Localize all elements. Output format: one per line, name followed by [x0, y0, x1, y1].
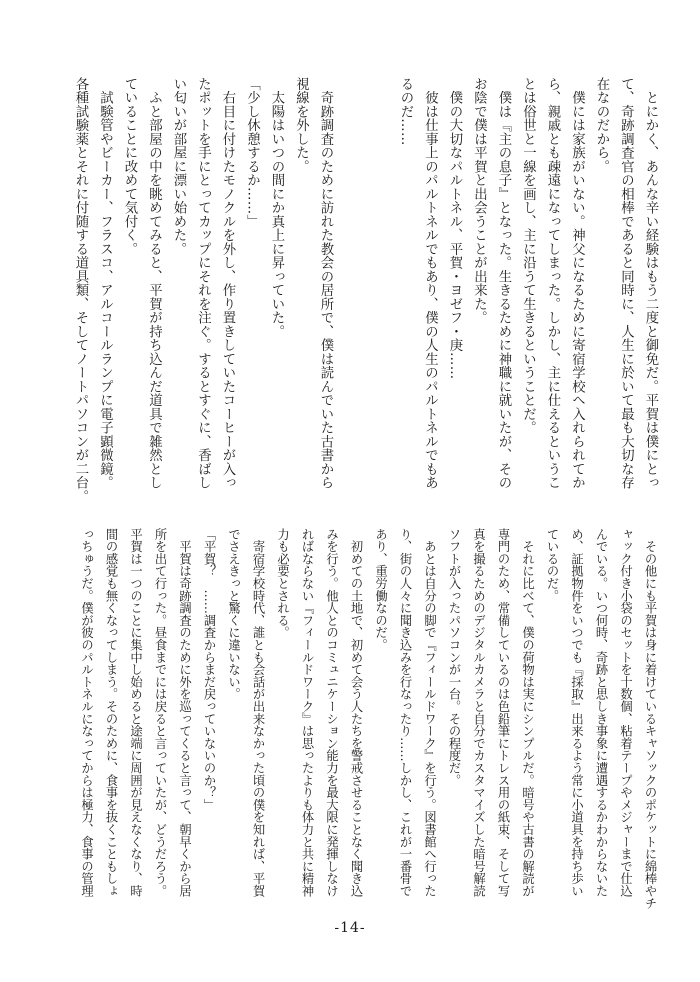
text-line: 「平賀？ ……調査からまだ戻っていないのか？」: [202, 528, 216, 811]
text-line: ればならない『フィールドワーク』は思ったよりも体力と共に精神: [300, 528, 314, 897]
text-line: め、証拠物件をいつでも『採取』出来るよう常に小道具を持ち歩い: [569, 528, 584, 897]
text-line: っちゅうだ。僕が彼のパルトネルになってからは極力、食事の管理: [79, 528, 94, 897]
text-line: 彼は仕事上のパルトネルでもあり、僕の人生のパルトネルでもあ: [422, 77, 438, 490]
text-line: 寄宿学校時代、誰とも会話が出来なかった頃の僕を知れば、平賀: [251, 528, 265, 897]
text-block-top-right: [393, 77, 663, 490]
text-line: とにかく、あんな辛い経験はもう二度と御免だ。平賀は僕にとっ: [643, 77, 658, 490]
text-line: 各種試験薬とそれに付随する道具類、そしてノートパソコンが二台。: [73, 77, 88, 504]
text-line: 右目に付けたモノクルを外し、作り置きしていたコーヒーが入っ: [220, 77, 235, 490]
text-line: あり、重労働なのだ。: [373, 528, 388, 651]
text-line: みを行う。他人とのコミュニケーション能力を最大限に発揮しなけ: [324, 528, 339, 897]
text-line: ら、親戚とも疎遠になってしまった。しかし、主に仕えるというこ: [545, 77, 560, 490]
text-line: んでいる。いつ何時、奇跡と思しき事象に遭遇するかわからないた: [594, 528, 608, 897]
text-line: 奇跡調査のために訪れた教会の居所で、僕は読んでいた古書から: [318, 77, 333, 490]
text-line: たポットを手にとってカップにそれを注ぐ。するとすぐに、香ばし: [195, 77, 211, 490]
text-line: 専門のため、常備しているのは色鉛筆にトレス用の紙束、そして写: [496, 528, 510, 897]
text-line: 僕は『主の息子』となった。生きるために神職に就いたが、その: [496, 77, 511, 490]
text-line: 平賀は一つのことに集中し始めると途端に周囲が見えなくなり、時: [128, 528, 143, 897]
text-line: 試験管やビーカー、フラスコ、アルコールランプに電子顕微鏡。: [97, 77, 113, 490]
text-line: お陰で僕は平賀と出会うことが出来た。: [471, 77, 487, 325]
text-line: 平賀は奇跡調査のために外を巡ってくると言って、朝早くから居: [177, 528, 192, 897]
text-line: い匂いが部屋に漂い始めた。: [171, 77, 186, 256]
text-line: ャック付き小袋のセットを十数個、粘着テープやメジャーまで仕込: [618, 528, 633, 897]
text-line: ソフトが入ったパソコンが一台。その程度だ。: [447, 528, 461, 787]
text-line: 「少し休憩するか……」: [244, 77, 260, 229]
text-line: るのだ……: [398, 77, 413, 146]
text-line: 所を出て行った。昼食までには戻ると言っていたが、どうだろう。: [153, 528, 167, 897]
text-line: 初めての土地で、初めて会う人たちを警戒させることなく聞き込: [349, 528, 363, 897]
text-line: 太陽はいつの間にか真上に昇っていた。: [269, 77, 284, 339]
text-line: でさえきっと驚くに違いない。: [226, 528, 241, 701]
text-line: り、街の人々に聞き込みを行なったり……しかし、これが一番骨で: [398, 528, 412, 897]
text-line: それに比べて、僕の荷物は実にシンプルだ。暗号や古書の解読が: [520, 528, 535, 897]
text-line: 在なのだから。: [594, 77, 609, 174]
text-line: ているのだ。: [545, 528, 559, 602]
text-line: 僕の大切なパルトネル、平賀・ヨゼフ・庚……: [447, 77, 462, 380]
text-line: 真を撮るためのデジタルカメラと自分でカスタマイズした暗号解読: [471, 528, 486, 897]
text-line: 視線を外した。: [293, 77, 309, 174]
text-line: 間の感覚も無くなってしまう。そのために、食事を抜くこともしょ: [104, 528, 118, 897]
text-line: その他にも平賀は身に着けているキャソックのポケットに綿棒やチ: [643, 528, 657, 910]
text-block-top-left: [68, 77, 338, 503]
text-line: 力も必要とされる。: [275, 528, 290, 639]
text-line: て、奇跡調査官の相棒であると同時に、人生に於いて最も大切な存: [618, 77, 634, 490]
text-line: ふと部屋の中を眺めてみると、平賀が持ち込んだ道具で雑然とし: [146, 77, 162, 490]
page-number: -14-: [334, 920, 366, 936]
text-line: ていることに改めて気付く。: [122, 77, 137, 256]
text-line: とは俗世と一線を画し、主に沿うて生きるということだ。: [520, 77, 536, 435]
text-line: 僕には家族がいない。神父になるために寄宿学校へ入れられてか: [569, 77, 585, 490]
text-block-bottom: [74, 528, 662, 909]
text-line: あとは自分の脚で『フィールドワーク』を行う。図書館へ行った: [422, 528, 437, 897]
